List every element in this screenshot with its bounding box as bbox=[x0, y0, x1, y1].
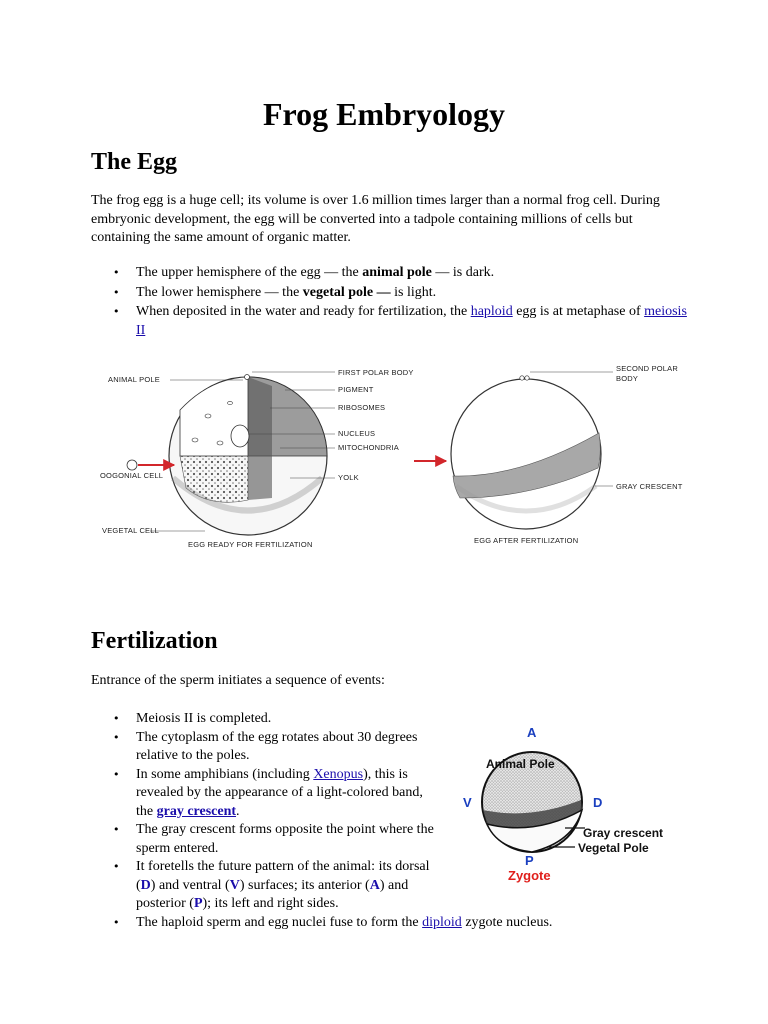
list-item: • When deposited in the water and ready for fertilization, the haploid egg is at metaphase of meiosis II bbox=[91, 303, 691, 340]
haploid-link[interactable]: haploid bbox=[470, 304, 513, 319]
xenopus-link[interactable]: Xenopus bbox=[313, 766, 364, 782]
label-zygote: Zygote bbox=[508, 868, 551, 883]
label-animal-pole: ANIMAL POLE bbox=[108, 375, 160, 384]
list-item: • In some amphibians (including Xenopus), this is revealed by the appearance of a light-colored band, the gray crescent. bbox=[91, 766, 711, 822]
section-heading-fertilization: Fertilization bbox=[91, 628, 218, 654]
list-item: • It foretells the future pattern of the animal: its dorsal (D) and ventral (V) surfaces; its anterior (A) and posterior (P); its left and right sides. bbox=[91, 858, 711, 914]
list-item: • Meiosis II is completed. bbox=[91, 710, 711, 729]
egg-before-fertilization bbox=[127, 375, 327, 536]
label-gray-crescent: GRAY CRESCENT bbox=[616, 482, 683, 491]
gray-crescent-link[interactable]: gray crescent bbox=[156, 803, 237, 819]
label-nucleus: NUCLEUS bbox=[338, 429, 376, 438]
list-item: • The lower hemisphere — the vegetal pole — is light. bbox=[91, 284, 691, 303]
egg-diagram bbox=[90, 358, 700, 558]
label-posterior-p: P bbox=[525, 853, 534, 868]
label-yolk: YOLK bbox=[338, 473, 359, 482]
label-pigment: PIGMENT bbox=[338, 385, 374, 394]
list-item: • The upper hemisphere of the egg — the animal pole — is dark. bbox=[91, 264, 691, 283]
label-vegetal-cell: VEGETAL CELL bbox=[102, 526, 160, 535]
list-item: • The gray crescent forms opposite the point where the sperm entered. bbox=[91, 821, 711, 858]
label-dorsal-d: D bbox=[593, 795, 603, 810]
label-oogonial-cell: OOGONIAL CELL bbox=[100, 471, 164, 480]
label-first-polar-body: FIRST POLAR BODY bbox=[338, 368, 414, 377]
label-anterior-a: A bbox=[527, 725, 537, 740]
list-item: • The haploid sperm and egg nuclei fuse to form the diploid zygote nucleus. bbox=[91, 914, 711, 933]
list-item: • The cytoplasm of the egg rotates about 30 degrees relative to the poles. bbox=[91, 729, 711, 766]
section-heading-egg: The Egg bbox=[91, 149, 178, 175]
egg-bullet-list bbox=[91, 264, 691, 340]
label-ribosomes: RIBOSOMES bbox=[338, 403, 386, 412]
label-second-polar-body-2: BODY bbox=[616, 374, 639, 383]
label-zygote-vegetal-pole: Vegetal Pole bbox=[578, 841, 649, 855]
fertilization-intro: Entrance of the sperm initiates a sequence of events: bbox=[91, 673, 385, 688]
meiosis-ii-link[interactable]: meiosis II bbox=[136, 304, 687, 338]
label-zygote-animal-pole: Animal Pole bbox=[486, 757, 555, 771]
zygote-diagram bbox=[455, 720, 685, 885]
label-second-polar-body: SECOND POLAR bbox=[616, 364, 678, 373]
label-mitochondria: MITOCHONDRIA bbox=[338, 443, 400, 452]
egg-intro-paragraph: The frog egg is a huge cell; its volume is over 1.6 million times larger than a normal frog cell. During embryonic development, the egg will be converted into a tadpole containing millions of cells but containing the same amount of organic matter. bbox=[91, 193, 660, 245]
egg-after-fertilization bbox=[451, 376, 601, 529]
caption-egg-ready: EGG READY FOR FERTILIZATION bbox=[188, 540, 313, 549]
label-zygote-gray-crescent: Gray crescent bbox=[583, 826, 664, 840]
label-ventral-v: V bbox=[463, 795, 472, 810]
caption-egg-after: EGG AFTER FERTILIZATION bbox=[474, 536, 579, 545]
page-title: Frog Embryology bbox=[262, 96, 506, 132]
diploid-link[interactable]: diploid bbox=[422, 914, 462, 930]
